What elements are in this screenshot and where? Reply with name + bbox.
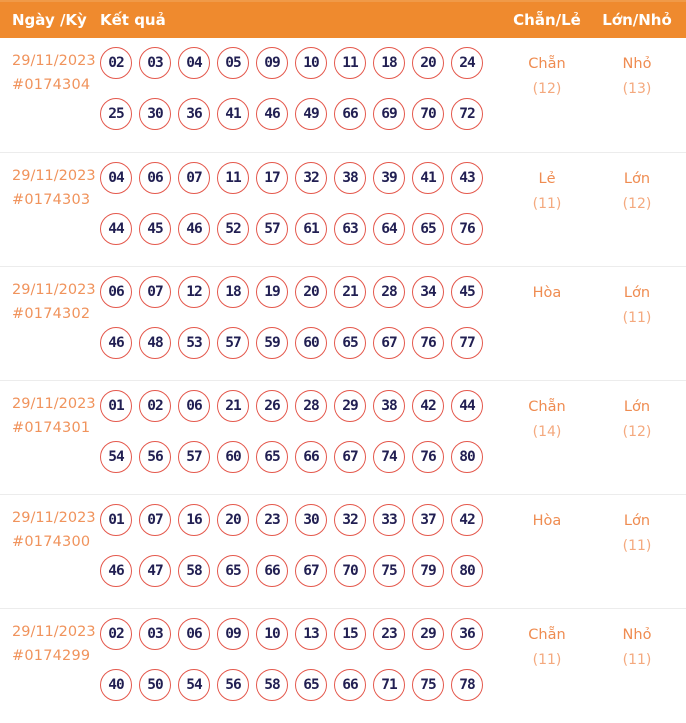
parity-count: (11) [532,196,562,213]
parity-result: Chẵn [528,56,566,72]
winning-numbers [100,276,500,380]
number-ball: 20 [412,47,444,79]
number-ball: 46 [100,327,132,359]
size-result: Lớn [623,513,651,529]
number-ball: 60 [295,327,327,359]
number-ball: 42 [412,390,444,422]
size-cell [594,162,680,266]
number-ball: 67 [295,555,327,587]
number-ball: 41 [217,98,249,130]
number-ball: 66 [334,669,366,701]
number-ball: 28 [295,390,327,422]
number-ball: 57 [256,213,288,245]
date-period-cell [12,504,100,608]
number-ball: 03 [139,618,171,650]
number-ball: 65 [295,669,327,701]
number-ball: 02 [100,618,132,650]
number-ball: 36 [451,618,483,650]
size-result: Lớn [623,285,651,301]
number-ball: 10 [256,618,288,650]
number-ball: 30 [139,98,171,130]
number-ball: 09 [256,47,288,79]
number-ball: 21 [334,276,366,308]
number-ball: 75 [412,669,444,701]
number-ball: 19 [256,276,288,308]
number-ball: 70 [412,98,444,130]
parity-result: Hòa [532,513,562,529]
number-ball: 06 [139,162,171,194]
parity-cell [500,276,594,380]
number-ball: 30 [295,504,327,536]
number-ball: 72 [451,98,483,130]
winning-numbers [100,618,500,722]
number-ball: 56 [217,669,249,701]
number-ball: 67 [373,327,405,359]
draw-period: #0174300 [12,533,91,550]
number-ball: 65 [217,555,249,587]
number-ball: 04 [178,47,210,79]
size-cell [594,504,680,608]
draw-date: 29/11/2023 [12,624,96,640]
number-ball: 58 [178,555,210,587]
number-ball: 60 [217,441,249,473]
number-ball: 02 [100,47,132,79]
number-ball: 75 [373,555,405,587]
number-ball: 03 [139,47,171,79]
size-result: Nhỏ [622,56,652,72]
number-ball: 25 [100,98,132,130]
number-ball: 80 [451,555,483,587]
date-period-cell [12,390,100,494]
date-period-cell [12,276,100,380]
number-ball: 01 [100,504,132,536]
draw-period: #0174302 [12,305,91,322]
number-ball: 05 [217,47,249,79]
winning-numbers [100,162,500,266]
number-ball: 36 [178,98,210,130]
number-ball: 64 [373,213,405,245]
numbers-line-1 [100,618,500,650]
numbers-line-1 [100,47,500,79]
size-result: Nhỏ [622,627,652,643]
winning-numbers [100,390,500,494]
number-ball: 46 [100,555,132,587]
number-ball: 46 [256,98,288,130]
number-ball: 61 [295,213,327,245]
number-ball: 07 [178,162,210,194]
number-ball: 45 [139,213,171,245]
number-ball: 32 [334,504,366,536]
header-size: Lớn/Nhỏ [602,11,672,29]
parity-result: Chẵn [528,627,566,643]
number-ball: 44 [451,390,483,422]
parity-count: (12) [532,81,562,98]
number-ball: 10 [295,47,327,79]
number-ball: 37 [412,504,444,536]
size-result: Lớn [623,171,651,187]
number-ball: 80 [451,441,483,473]
number-ball: 65 [256,441,288,473]
size-cell [594,390,680,494]
number-ball: 04 [100,162,132,194]
numbers-line-2 [100,555,500,587]
number-ball: 32 [295,162,327,194]
result-row [0,266,686,380]
number-ball: 23 [373,618,405,650]
number-ball: 28 [373,276,405,308]
numbers-line-2 [100,669,500,701]
number-ball: 34 [412,276,444,308]
number-ball: 54 [178,669,210,701]
number-ball: 06 [178,618,210,650]
numbers-line-2 [100,327,500,359]
parity-result: Lẻ [538,171,556,187]
number-ball: 12 [178,276,210,308]
number-ball: 76 [451,213,483,245]
numbers-line-1 [100,162,500,194]
number-ball: 39 [373,162,405,194]
number-ball: 06 [100,276,132,308]
number-ball: 41 [412,162,444,194]
number-ball: 17 [256,162,288,194]
date-period-cell [12,618,100,722]
number-ball: 66 [256,555,288,587]
number-ball: 18 [373,47,405,79]
number-ball: 57 [178,441,210,473]
draw-date: 29/11/2023 [12,168,96,184]
number-ball: 33 [373,504,405,536]
header-result: Kết quả [100,11,166,29]
result-row [0,38,686,152]
date-period-cell [12,47,100,152]
number-ball: 11 [334,47,366,79]
number-ball: 71 [373,669,405,701]
draw-period: #0174303 [12,191,91,208]
number-ball: 66 [334,98,366,130]
date-period-cell [12,162,100,266]
number-ball: 29 [334,390,366,422]
number-ball: 65 [334,327,366,359]
winning-numbers [100,47,500,152]
size-count: (11) [622,310,652,327]
number-ball: 76 [412,327,444,359]
number-ball: 69 [373,98,405,130]
draw-period: #0174304 [12,76,91,93]
number-ball: 49 [295,98,327,130]
draw-period: #0174301 [12,419,91,436]
winning-numbers [100,504,500,608]
result-row [0,608,686,722]
numbers-line-1 [100,276,500,308]
number-ball: 45 [451,276,483,308]
size-count: (12) [622,196,652,213]
number-ball: 57 [217,327,249,359]
number-ball: 53 [178,327,210,359]
number-ball: 13 [295,618,327,650]
number-ball: 09 [217,618,249,650]
parity-result: Chẵn [528,399,566,415]
parity-count: (14) [532,424,562,441]
size-cell [594,618,680,722]
numbers-line-1 [100,390,500,422]
parity-cell [500,390,594,494]
size-count: (13) [622,81,652,98]
number-ball: 43 [451,162,483,194]
number-ball: 06 [178,390,210,422]
number-ball: 40 [100,669,132,701]
table-header [0,0,686,38]
number-ball: 23 [256,504,288,536]
number-ball: 48 [139,327,171,359]
number-ball: 74 [373,441,405,473]
number-ball: 77 [451,327,483,359]
size-cell [594,276,680,380]
draw-date: 29/11/2023 [12,282,96,298]
number-ball: 70 [334,555,366,587]
number-ball: 78 [451,669,483,701]
number-ball: 76 [412,441,444,473]
draw-period: #0174299 [12,647,91,664]
draw-date: 29/11/2023 [12,396,96,412]
number-ball: 01 [100,390,132,422]
numbers-line-2 [100,213,500,245]
number-ball: 63 [334,213,366,245]
number-ball: 24 [451,47,483,79]
number-ball: 07 [139,276,171,308]
number-ball: 59 [256,327,288,359]
parity-cell [500,504,594,608]
number-ball: 66 [295,441,327,473]
number-ball: 67 [334,441,366,473]
number-ball: 20 [295,276,327,308]
number-ball: 21 [217,390,249,422]
draw-date: 29/11/2023 [12,53,96,69]
draw-date: 29/11/2023 [12,510,96,526]
number-ball: 07 [139,504,171,536]
number-ball: 52 [217,213,249,245]
numbers-line-1 [100,504,500,536]
number-ball: 38 [373,390,405,422]
number-ball: 18 [217,276,249,308]
number-ball: 50 [139,669,171,701]
number-ball: 58 [256,669,288,701]
results-body [0,38,686,722]
size-result: Lớn [623,399,651,415]
number-ball: 44 [100,213,132,245]
header-parity: Chẵn/Lẻ [513,11,581,29]
number-ball: 79 [412,555,444,587]
number-ball: 42 [451,504,483,536]
number-ball: 38 [334,162,366,194]
header-date-period: Ngày /Kỳ [12,11,87,29]
number-ball: 54 [100,441,132,473]
parity-cell [500,618,594,722]
result-row [0,152,686,266]
number-ball: 56 [139,441,171,473]
result-row [0,494,686,608]
size-count: (12) [622,424,652,441]
parity-count: (11) [532,652,562,669]
size-count: (11) [622,652,652,669]
numbers-line-2 [100,98,500,130]
numbers-line-2 [100,441,500,473]
parity-cell [500,162,594,266]
number-ball: 46 [178,213,210,245]
number-ball: 26 [256,390,288,422]
number-ball: 11 [217,162,249,194]
parity-cell [500,47,594,152]
number-ball: 16 [178,504,210,536]
number-ball: 02 [139,390,171,422]
number-ball: 29 [412,618,444,650]
parity-result: Hòa [532,285,562,301]
number-ball: 65 [412,213,444,245]
number-ball: 15 [334,618,366,650]
number-ball: 47 [139,555,171,587]
size-cell [594,47,680,152]
size-count: (11) [622,538,652,555]
result-row [0,380,686,494]
number-ball: 20 [217,504,249,536]
